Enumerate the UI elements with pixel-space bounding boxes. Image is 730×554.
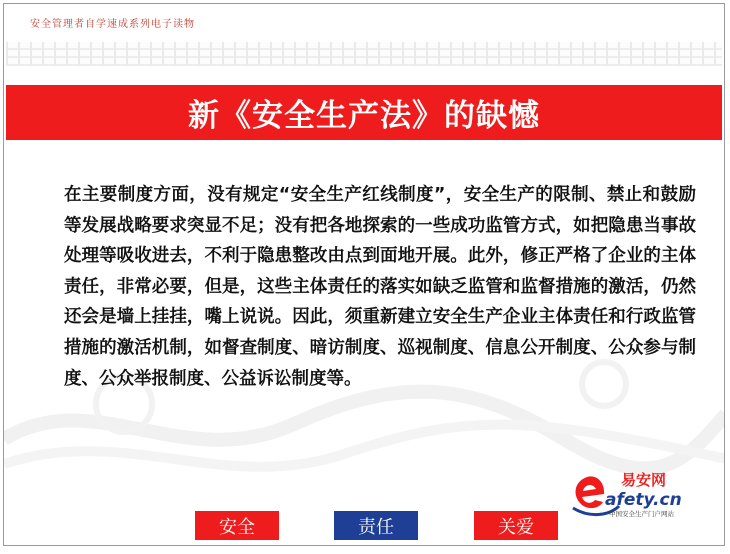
tab-responsibility[interactable]: 责任 <box>334 511 418 540</box>
logo-tagline: 中国安全生产门户网站 <box>609 510 674 518</box>
safety-logo-icon <box>569 470 699 520</box>
tab-care[interactable]: 关爱 <box>474 511 558 540</box>
decorative-border <box>6 42 722 66</box>
title-bar <box>6 85 722 140</box>
body-paragraph: 在主要制度方面，没有规定“安全生产红线制度”，安全生产的限制、禁止和鼓励等发展战略要求突显不足；没有把各地探索的一些成功监管方式，如把隐患当事故处理等吸收进去，不利于隐患整改由点到面地开展。此外，修正严格了企业的主体责任，非常必要，但是，这些主体责任的落实如缺乏监管和监督措施的激活，仍然还会是墙上挂挂，嘴上说说。因此，须重新建立安全生产企业主体责任和行政监管措施的激活机制，如督查制度、暗访制度、巡视制度、信息公开制度、公众参与制度、公众举报制度、公益诉讼制度等。 <box>64 185 696 389</box>
tab-safety[interactable]: 安全 <box>195 511 279 540</box>
series-title: 安全管理者自学速成系列电子读物 <box>30 19 195 30</box>
slide <box>3 3 725 546</box>
logo-cn: 易安网 <box>621 471 667 489</box>
site-logo <box>569 470 699 520</box>
logo-en: afety.cn <box>605 490 682 510</box>
page-title: 新《安全生产法》的缺憾 <box>188 98 540 134</box>
